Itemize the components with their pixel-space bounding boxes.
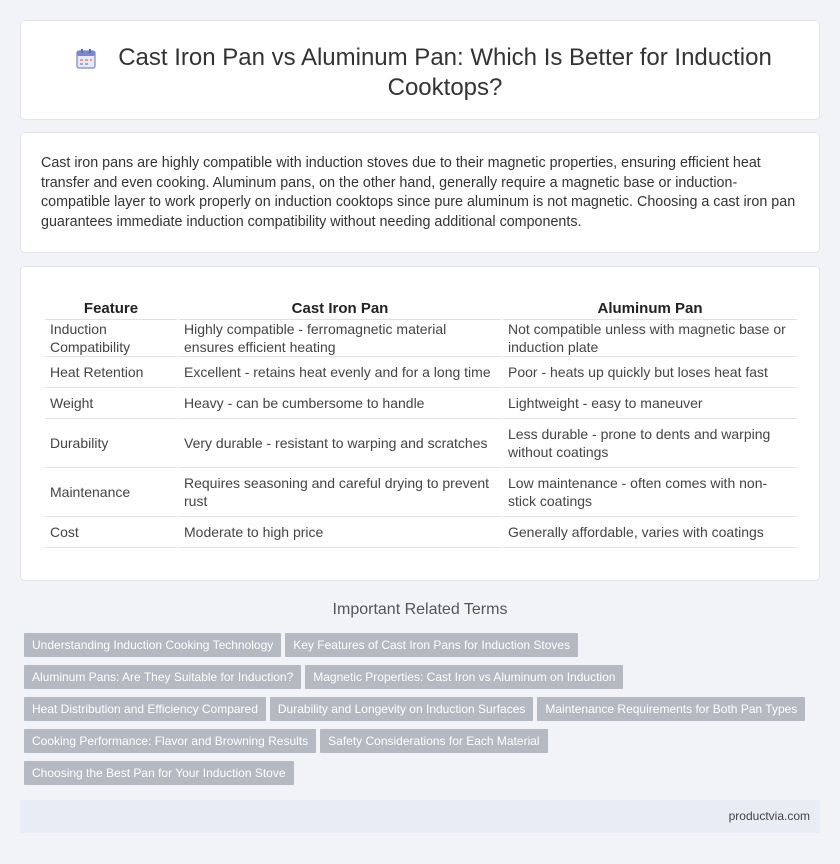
- related-term-tag[interactable]: Durability and Longevity on Induction Surfaces: [270, 697, 533, 721]
- aluminum-cell: Less durable - prone to dents and warping without coatings: [503, 419, 797, 468]
- related-terms-heading: Important Related Terms: [332, 601, 508, 618]
- page-title: Cast Iron Pan vs Aluminum Pan: Which Is Better for Induction Cooktops?: [118, 44, 772, 101]
- feature-cell: Heat Retention: [45, 357, 177, 388]
- intro-paragraph: Cast iron pans are highly compatible with induction stoves due to their magnetic properties, ensuring efficient heat transfer and even cooking. Aluminum pans, on the other hand, generally require a magnetic base or induction-compatible layer to work properly on induction cooktops since pure aluminum is not magnetic. Choosing a cast iron pan guarantees immediate induction compatibility without needing additional components.: [41, 155, 796, 230]
- related-term-tag[interactable]: Heat Distribution and Efficiency Compared: [24, 697, 266, 721]
- feature-cell: Weight: [45, 388, 177, 419]
- feature-cell: Induction Compatibility: [45, 320, 177, 357]
- footer-site-link[interactable]: productvia.com: [728, 809, 810, 823]
- related-term-tag[interactable]: Magnetic Properties: Cast Iron vs Aluminum on Induction: [305, 665, 623, 689]
- comparison-table: [43, 298, 799, 548]
- related-term-tag[interactable]: Understanding Induction Cooking Technology: [24, 633, 281, 657]
- table-row: [45, 388, 797, 419]
- cast-iron-cell: Requires seasoning and careful drying to prevent rust: [179, 468, 501, 517]
- related-term-tag[interactable]: Maintenance Requirements for Both Pan Types: [537, 697, 805, 721]
- related-term-tag[interactable]: Key Features of Cast Iron Pans for Induction Stoves: [285, 633, 578, 657]
- title-card: [20, 20, 820, 120]
- aluminum-cell: Poor - heats up quickly but loses heat fast: [503, 357, 797, 388]
- table-row: [45, 468, 797, 517]
- related-term-tag[interactable]: Safety Considerations for Each Material: [320, 729, 547, 753]
- column-header-feature: Feature: [45, 298, 177, 320]
- column-header-aluminum: Aluminum Pan: [503, 298, 797, 320]
- column-header-cast-iron: Cast Iron Pan: [179, 298, 501, 320]
- related-term-tag[interactable]: Aluminum Pans: Are They Suitable for Induction?: [24, 665, 301, 689]
- table-row: [45, 357, 797, 388]
- cast-iron-cell: Heavy - can be cumbersome to handle: [179, 388, 501, 419]
- cast-iron-cell: Excellent - retains heat evenly and for a long time: [179, 357, 501, 388]
- aluminum-cell: Not compatible unless with magnetic base or induction plate: [503, 320, 797, 357]
- feature-cell: Maintenance: [45, 468, 177, 517]
- aluminum-cell: Generally affordable, varies with coatings: [503, 517, 797, 548]
- cast-iron-cell: Very durable - resistant to warping and scratches: [179, 419, 501, 468]
- comparison-card: [20, 266, 820, 581]
- aluminum-cell: Low maintenance - often comes with non-stick coatings: [503, 468, 797, 517]
- cast-iron-cell: Moderate to high price: [179, 517, 501, 548]
- feature-cell: Cost: [45, 517, 177, 548]
- related-terms-list: [22, 633, 822, 793]
- related-term-tag[interactable]: Choosing the Best Pan for Your Induction Stove: [24, 761, 294, 785]
- table-row: [45, 517, 797, 548]
- related-term-tag[interactable]: Cooking Performance: Flavor and Browning Results: [24, 729, 316, 753]
- table-header-row: [45, 298, 797, 320]
- footer: [20, 800, 820, 833]
- table-row: [45, 320, 797, 357]
- feature-cell: Durability: [45, 419, 177, 468]
- cast-iron-cell: Highly compatible - ferromagnetic material ensures efficient heating: [179, 320, 501, 357]
- intro-card: [20, 132, 820, 253]
- aluminum-cell: Lightweight - easy to maneuver: [503, 388, 797, 419]
- table-row: [45, 419, 797, 468]
